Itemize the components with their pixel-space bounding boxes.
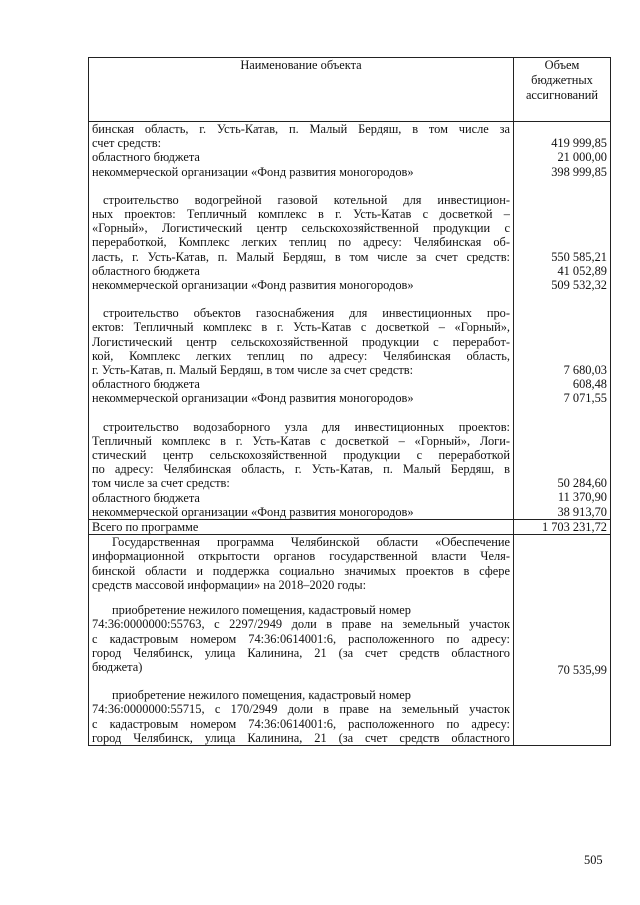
value-line [517, 235, 607, 249]
text-line: стический центр сельскохозяйственной продукции с переработкой [92, 448, 510, 463]
object-description-cell [89, 535, 514, 746]
text-line: строительство объектов газоснабжения для инвестиционных про- [103, 306, 510, 321]
value-line [517, 448, 607, 462]
text-line: областного бюджета [92, 490, 200, 505]
value-total: 550 585,21 [551, 249, 607, 264]
value-line [517, 193, 607, 207]
value-line [517, 306, 607, 320]
value-regional: 608,48 [572, 377, 607, 391]
text-line: город Челябинск, улица Калинина, 21 (за счет средств областного [92, 730, 510, 745]
table-header-row [89, 58, 611, 122]
value-line [517, 462, 607, 476]
value-spacer [517, 535, 607, 663]
text-line: город Челябинск, улица Калинина, 21 (за счет средств областного [92, 645, 510, 660]
text-line: «Горный», Логистический центр сельскохозяйственной продукции с [92, 221, 510, 236]
budget-values-cell [514, 535, 611, 746]
text-line: г. Усть-Катав, п. Малый Бердяш, в том числе за счет средств: [92, 363, 414, 378]
text-line: бинская область, г. Усть-Катав, п. Малый Бердяш, в том числе за [92, 122, 510, 136]
text-line: некоммерческой организации «Фонд развития моногородов» [92, 278, 414, 293]
value-line [517, 419, 607, 433]
text-line: по адресу: Челябинская область, г. Усть-Катав, п. Малый Бердяш, в [92, 462, 510, 477]
text-line: областного бюджета [92, 150, 200, 165]
value-total: 419 999,85 [551, 136, 607, 151]
text-line: кой, Комплекс легких теплиц по адресу: Челябинская область, [92, 348, 510, 363]
header-volume-line: Объем [544, 58, 580, 72]
program-total-label: Всего по программе [89, 520, 514, 535]
text-line: Логистический центр сельскохозяйственной продукции с переработ- [92, 334, 510, 349]
table-row [89, 535, 611, 746]
paragraph-gap [517, 292, 607, 306]
paragraph-gap [517, 179, 607, 193]
value-total: 50 284,60 [557, 476, 607, 491]
paragraph-gap [92, 592, 510, 603]
text-line: переработкой, Комплекс легких теплиц по адресу: Челябинская об- [92, 235, 510, 250]
budget-table [88, 57, 611, 746]
text-line: информационной открытости органов государственной власти Челя- [92, 549, 510, 564]
text-line: ласть, г. Усть-Катав, п. Малый Бердяш, в том числе за счет средств: [92, 249, 510, 264]
header-volume-line: бюджетных [531, 73, 593, 87]
budget-values-cell [514, 122, 611, 520]
text-line: Государственная программа Челябинской области «Обеспечение [112, 535, 510, 550]
header-volume-line: ассигнований [525, 88, 599, 102]
value-fund: 38 913,70 [557, 504, 607, 519]
text-line: 74:36:0000000:55715, с 170/2949 доли в праве на земельный участок [92, 702, 510, 717]
value-fund: 398 999,85 [551, 164, 607, 179]
paragraph-gap [517, 405, 607, 419]
text-line: некоммерческой организации «Фонд развития моногородов» [92, 504, 414, 519]
header-budget-volume [514, 58, 611, 122]
header-object-name: Наименование объекта [89, 58, 514, 122]
value-line [517, 207, 607, 221]
text-line: с кадастровым номером 74:36:0614001:6, расположенного по адресу: [92, 716, 510, 731]
text-line: некоммерческой организации «Фонд развития моногородов» [92, 164, 414, 179]
text-line: областного бюджета [92, 263, 200, 278]
text-line: приобретение нежилого помещения, кадастровый номер [112, 603, 411, 618]
value-line [517, 122, 607, 136]
paragraph-gap [92, 674, 510, 688]
program-total-value: 1 703 231,72 [514, 520, 611, 535]
text-line: бюджета) [92, 659, 143, 674]
text-line: с кадастровым номером 74:36:0614001:6, расположенного по адресу: [92, 631, 510, 646]
paragraph-gap [92, 292, 510, 306]
text-line: Тепличный комплекс в г. Усть-Катав с досветкой – «Горный», Логи- [92, 433, 510, 448]
object-description-cell [89, 122, 514, 520]
value-line [517, 349, 607, 363]
text-line: строительство водогрейной газовой котельной для инвестицион- [103, 192, 510, 207]
value-line [517, 320, 607, 334]
value-line [517, 334, 607, 348]
program-total-row [89, 520, 611, 535]
value-total: 70 535,99 [557, 663, 607, 678]
value-regional: 21 000,00 [557, 150, 607, 165]
text-line: строительство водозаборного узла для инвестиционных проектов: [103, 419, 510, 434]
value-line [517, 221, 607, 235]
value-total: 7 680,03 [563, 362, 607, 377]
text-line: приобретение нежилого помещения, кадастровый номер [112, 688, 411, 703]
text-line: ных проектов: Тепличный комплекс в г. Усть-Катав с досветкой – [92, 207, 510, 222]
paragraph-gap [92, 406, 510, 420]
text-line: ектов: Тепличный комплекс в г. Усть-Катав с досветкой – «Горный», [92, 320, 510, 335]
value-regional: 11 370,90 [557, 490, 607, 505]
text-line: бинской области и поддержка социально значимых проектов в сфере [92, 563, 510, 578]
table-row [89, 122, 611, 520]
value-fund: 7 071,55 [563, 391, 607, 406]
text-line: 74:36:0000000:55763, с 2297/2949 доли в праве на земельный участок [92, 617, 510, 632]
text-line: том числе за счет средств: [92, 476, 230, 491]
text-line: счет средств: [92, 136, 162, 151]
value-line [517, 434, 607, 448]
value-fund: 509 532,32 [551, 277, 607, 292]
paragraph-gap [92, 179, 510, 193]
value-regional: 41 052,89 [557, 263, 607, 278]
page-number: 505 [584, 853, 603, 867]
text-line: средств массовой информации» на 2018–2020 годы: [92, 577, 367, 592]
text-line: некоммерческой организации «Фонд развития моногородов» [92, 391, 414, 406]
text-line: областного бюджета [92, 377, 200, 392]
